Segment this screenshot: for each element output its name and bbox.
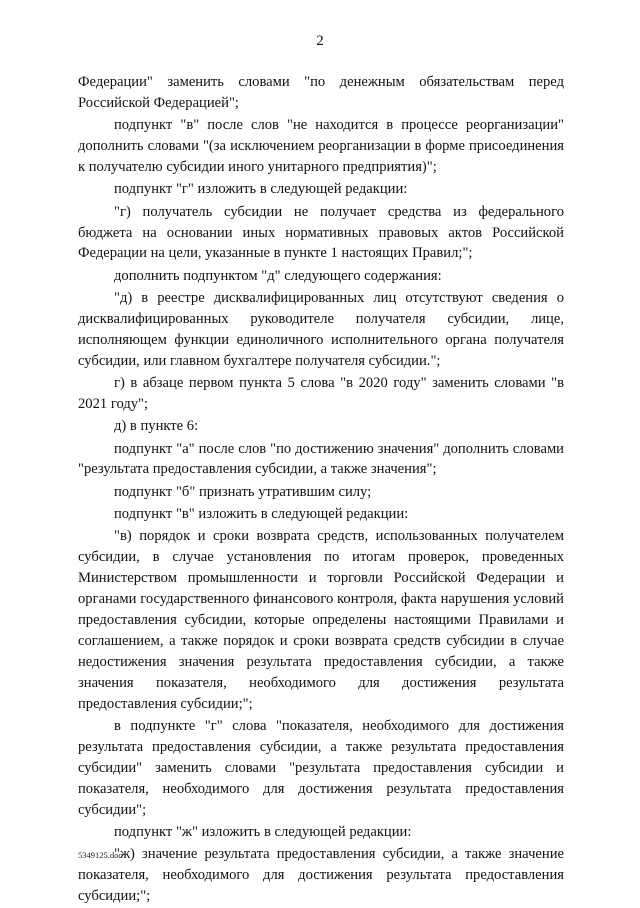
footer-filename: 5349125.doc (78, 850, 123, 860)
paragraph: подпункт "а" после слов "по достижению значения" дополнить словами "результата предоставления субсидии, а также значения"; (78, 440, 564, 478)
paragraph: дополнить подпунктом "д" следующего содержания: (114, 267, 442, 284)
paragraph: "д) в реестре дисквалифицированных лиц отсутствуют сведения о дисквалифицированных руководителе получателя субсидии, лице, исполняющем функции единоличного исполнительного органа получателя субсидии, или главном бухгалтере получателя субсидии."; (78, 290, 564, 369)
paragraph: подпункт "в" после слов "не находится в процессе реорганизации" дополнить словами "(за исключением реорганизации в форме присоединения к получателю субсидии иного унитарного предприятия)"; (78, 117, 564, 176)
paragraph: в подпункте "г" слова "показателя, необходимого для достижения результата предоставления субсидии, а также результата предоставления субсидии" заменить словами "результата предоставления субсидии и показателя, необходимого для достижения результата предоставления субсидии"; (78, 717, 564, 818)
paragraph: д) в пункте 6: (114, 418, 199, 435)
paragraph: "г) получатель субсидии не получает средства из федерального бюджета на основании иных нормативных правовых актов Российской Федерации на цели, указанные в пункте 1 настоящих Правил;"; (78, 203, 564, 262)
paragraph: подпункт "г" изложить в следующей редакции: (114, 181, 408, 198)
paragraph: подпункт "ж" изложить в следующей редакции: (114, 823, 412, 840)
page-number: 2 (316, 33, 324, 49)
document-body (78, 72, 564, 908)
paragraph: "ж) значение результата предоставления субсидии, а также значение показателя, необходимого для достижения результата предоставления субсидии;"; (78, 846, 564, 904)
paragraph: Федерации" заменить словами "по денежным обязательствам перед Российской Федерацией"; (78, 74, 564, 111)
paragraph: подпункт "в" изложить в следующей редакции: (114, 506, 409, 523)
paragraph: подпункт "б" признать утратившим силу; (114, 483, 372, 500)
paragraph: "в) порядок и сроки возврата средств, использованных получателем субсидии, в случае установления по итогам проверок, проведенных Министерством промышленности и торговли Российской Федерации и органами государственного финансового контроля, факта нарушения условий предоставления субсидии, которые определены настоящими Правилами и соглашением, а также порядок и сроки возврата средств субсидии в случае недостижения значения результата предоставления субсидии, а также значения показателя, необходимого для достижения результата предоставления субсидии;"; (78, 528, 564, 712)
paragraph: г) в абзаце первом пункта 5 слова "в 2020 году" заменить словами "в 2021 году"; (78, 375, 564, 412)
